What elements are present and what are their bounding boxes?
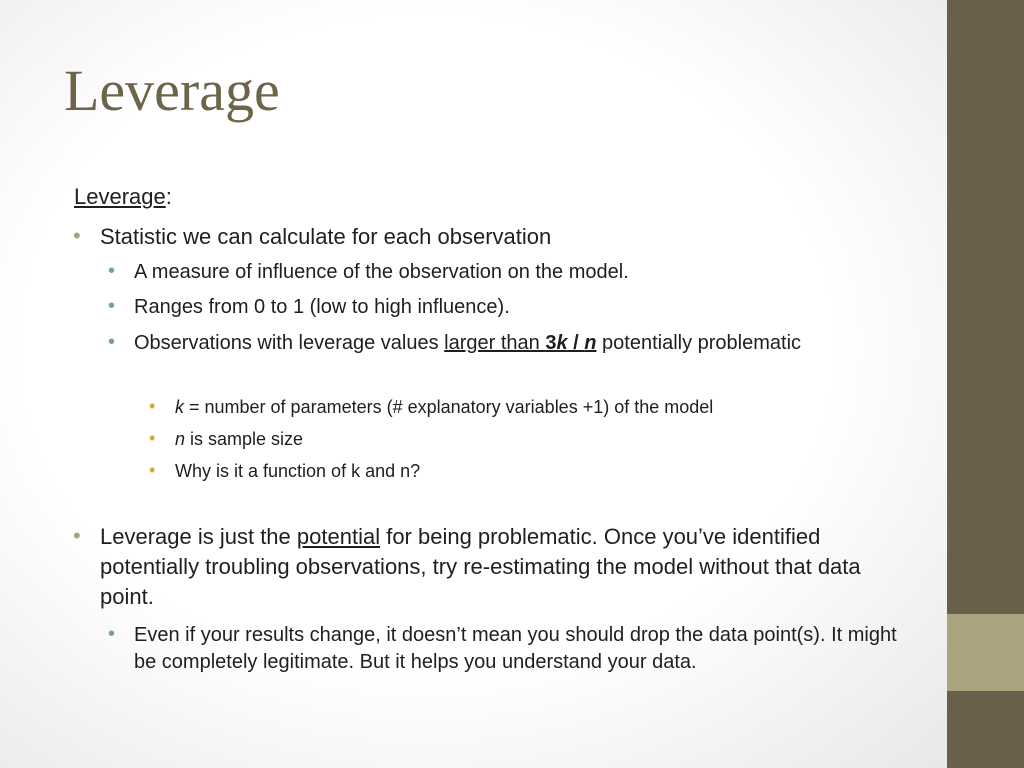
side-accent-band	[947, 614, 1024, 691]
bullet-text: Ranges from 0 to 1 (low to high influence).	[134, 296, 510, 318]
bullet-why-function	[149, 459, 875, 483]
bullet-even-if-results-change	[108, 622, 909, 676]
bullet-ranges	[108, 294, 904, 321]
bullet-dot-icon: •	[108, 260, 116, 282]
bullet-dot-icon: •	[149, 396, 156, 416]
slide-title: Leverage	[64, 58, 280, 123]
bullet-text: is sample size	[185, 429, 304, 449]
bullet-dot-icon: •	[73, 523, 81, 548]
bullet-text: Statistic we can calculate for each observation	[100, 224, 552, 249]
bullet-text-pre: Leverage is just the	[100, 524, 297, 549]
bullet-dot-icon: •	[149, 428, 156, 448]
bullet-k-definition	[149, 395, 875, 419]
emphasis-potential: potential	[296, 524, 381, 549]
threshold-text: larger than	[444, 332, 546, 354]
bullet-observations-threshold	[108, 330, 834, 357]
section-heading-colon: :	[165, 184, 172, 209]
bullet-text: = number of parameters (# explanatory variables +1) of the model	[184, 397, 714, 417]
bullet-text-pre: Observations with leverage values	[134, 332, 445, 354]
variable-n: n	[175, 429, 186, 449]
threshold-phrase	[444, 332, 596, 354]
bullet-measure-of-influence	[108, 259, 904, 286]
variable-k: k	[175, 397, 184, 417]
threshold-k: k	[556, 332, 568, 354]
threshold-n: n	[584, 332, 597, 354]
bullet-text-post: for being problematic. Once you’ve identified potentially troubling observations, try re-estimating the model without that data point.	[100, 524, 861, 609]
threshold-slash: /	[567, 332, 585, 354]
section-heading	[74, 184, 172, 210]
bullet-leverage-potential	[73, 522, 890, 612]
bullet-dot-icon: •	[108, 623, 116, 645]
section-heading-label: Leverage	[74, 184, 166, 209]
bullet-dot-icon: •	[108, 331, 116, 353]
bullet-dot-icon: •	[73, 223, 81, 248]
bullet-dot-icon: •	[108, 295, 116, 317]
threshold-three: 3	[545, 332, 557, 354]
bullet-text: Why is it a function of k and n?	[175, 461, 421, 481]
bullet-statistic	[73, 222, 900, 252]
bullet-text-post: potentially problematic	[596, 332, 802, 354]
bullet-text: Even if your results change, it doesn’t mean you should drop the data point(s). It might be completely legitimate. But it helps you understand your data.	[134, 624, 897, 674]
bullet-text: A measure of influence of the observation on the model.	[134, 261, 629, 283]
bullet-dot-icon: •	[149, 460, 156, 480]
bullet-n-definition	[149, 427, 875, 451]
